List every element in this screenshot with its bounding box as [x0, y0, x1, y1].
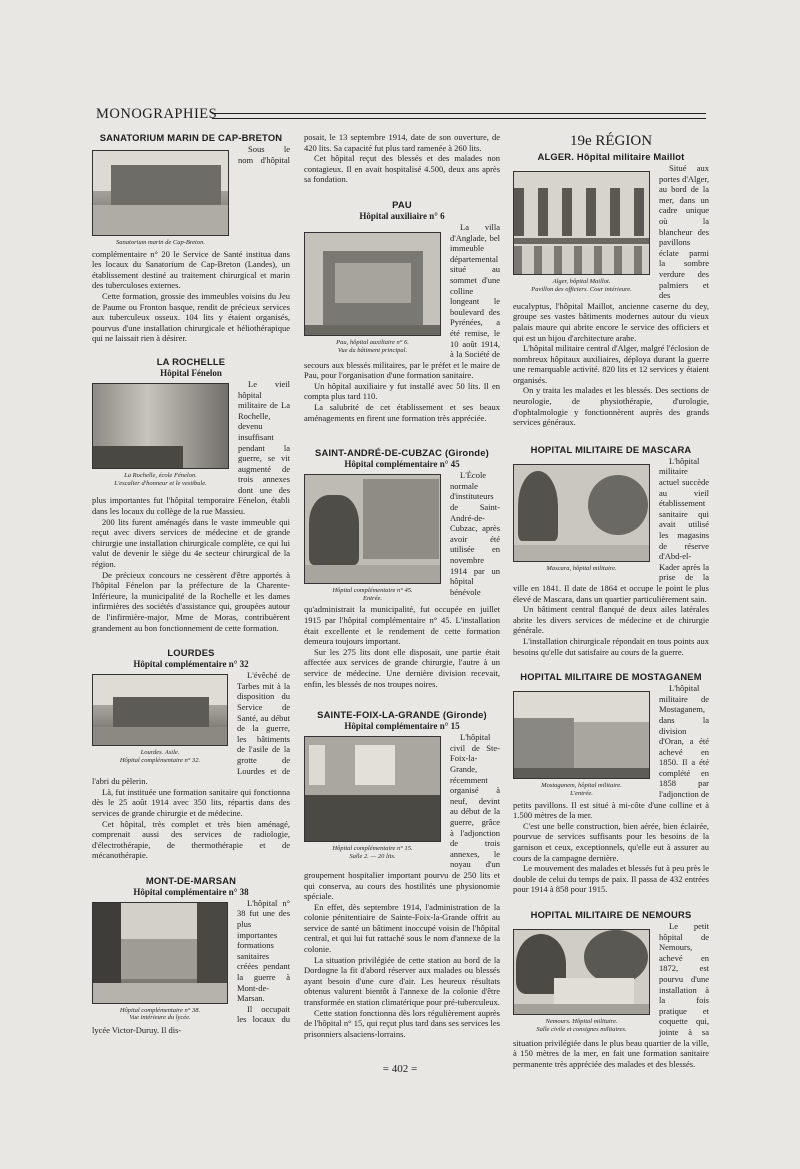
caption-cubzac-1: Hôpital complémentaire n° 45. — [332, 587, 413, 595]
header-rule-thick — [212, 113, 706, 114]
caption-alger-2: Pavillon des officiers. Cour intérieure. — [531, 285, 632, 293]
heading-pau: PAU — [392, 198, 412, 210]
photo-hopital-maillot — [513, 171, 650, 275]
caption-mostaganem-1: Mostaganem, hôpital militaire. — [541, 782, 622, 790]
photo-mascara — [513, 464, 650, 562]
text-alger-2: L'hôpital militaire central d'Alger, malgré l'éclosion de nombreux hôpitaux auxiliaires, déploya durant la guerre une remarquable activité. 820 lits et 12 services y étaient organisés. — [513, 343, 709, 385]
text-mascara-3: L'installation chirurgicale répondait en tous points aux besoins qu'elle dut satisfaire au cours de la guerre. — [513, 635, 709, 657]
text-alger-3: On y traita les malades et les blessés. Des sections de neurologie, de physiothérapie, d'urologie, d'ophtalmologie y fonctionnèrent auprès des grands services généraux. — [513, 385, 709, 428]
subheading-pau: Hôpital auxiliaire n° 6 — [359, 210, 445, 221]
text-montdemarsan-4: Cet hôpital reçut des blessés et des malades non contagieux. Il en avait hospitalisé 4.500, deux ans après sa fondation. — [304, 153, 500, 185]
text-mostaganem-3: Le mouvement des malades et blessés fut à peu près le double de celui du temps de paix. Il passa de 432 entrées pour 1914 à 858 pour 1915. — [513, 863, 709, 895]
caption-cubzac-2: Entrée. — [363, 594, 382, 602]
figure-saintefoy — [304, 736, 441, 860]
photo-lycee — [92, 902, 228, 1004]
running-header: MONOGRAPHIES — [96, 106, 218, 122]
column-middle — [304, 132, 500, 1039]
subheading-saintefoy: Hôpital complémentaire n° 15 — [344, 721, 460, 732]
figure-montdemarsan — [92, 902, 228, 1022]
text-rochelle-1: Le vieil hôpital militaire de La Rochelle, devenu insuffisant pendant la guerre, se vit augmenté de trois annexes dont une des plus importantes fut l'hôpital temporaire Fénelon, établi dans les locaux du collège de la rue Massieu. — [92, 378, 290, 517]
text-lourdes-3: Cet hôpital, très complet et très bien aménagé, comprenait aussi des services de radiologie, d'électrothérapie, de thermothérapie et de mécanothérapie. — [92, 818, 290, 861]
photo-mostaganem — [513, 691, 650, 779]
figure-pau — [304, 232, 441, 354]
text-cubzac-2: Sur les 275 lits dont elle disposait, une partie était affectée aux services de grande chirurgie, l'autre à un service de médecine. Une dernière division recevait, enfin, les blessés de nos troupes noires. — [304, 646, 500, 689]
figure-mascara — [513, 464, 650, 573]
text-pau-1: La villa d'Anglade, bel immeuble départemental situé au sommet d'une colline longeant le boulevard des Pyrénées, a été remise, le 10 août 1914, à la Société de secours aux blessés militaires, par le préfet et le maire de Pau, pour l'organisation d'une formation sanitaire. — [304, 221, 500, 381]
caption-lourdes-1: Lourdes. Asile. — [140, 749, 180, 757]
text-rochelle-3: De précieux concours ne cessèrent d'être apportés à l'hôpital Fénelon par la préfecture de la Charente-Inférieure, la municipalité de la Rochelle et les dames infirmières des sociétés d'assistance qui, groupées autour de l'infirmière-major, Mme de Moras, contribuèrent grandement au bon fonctionnement de cette formation. — [92, 569, 290, 633]
heading-mascara: HOPITAL MILITAIRE DE MASCARA — [530, 443, 692, 455]
text-rochelle-2: 200 lits furent aménagés dans le vaste immeuble qui reçut avec divers services de médecine et de grande chirurgie une installation chirurgicale complète, ce qui lui valut de devenir le siège du 4e secteur chirurgical de la région. — [92, 516, 290, 570]
subheading-montdemarsan: Hôpital complémentaire n° 38 — [133, 886, 249, 897]
photo-sanatorium — [92, 150, 229, 236]
heading-rochelle: LA ROCHELLE — [156, 355, 226, 367]
heading-cubzac: SAINT-ANDRÉ-DE-CUBZAC (Gironde) — [315, 447, 489, 459]
photo-asile-lourdes — [92, 674, 228, 746]
heading-nemours: HOPITAL MILITAIRE DE NEMOURS — [530, 909, 692, 920]
caption-rochelle-1: La Rochelle, école Fénelon. — [124, 471, 197, 479]
column-left — [92, 132, 290, 1036]
text-mascara-1: L'hôpital militaire actuel succède au vieil établissement sanitaire qui avait utilisé les magasins de réserve d'Abd-el-Kader après la prise de la ville en 1841. Il date de 1864 et occupe le point le plus élevé de Mascara, dans un quartier particulièrement sain. — [513, 455, 709, 604]
header-rule-thin — [212, 118, 706, 119]
column-right — [513, 132, 709, 1069]
text-nemours-1: Le petit hôpital de Nemours, achevé en 1872, est pourvu d'une installation à la fois pratique et coquette qui, jointe à sa situation privilégiée dans le plus beau quartier de la ville, à 150 mètres de la mer, en fait une formation sanitaire permanente très appréciée des malades et des blessés. — [513, 921, 709, 1069]
text-pau-3: La salubrité de cet établissement et ses beaux aménagements en firent une formation très appréciée. — [304, 402, 500, 423]
photo-nemours — [513, 929, 650, 1015]
heading-saintefoy: SAINTE-FOIX-LA-GRANDE (Gironde) — [317, 709, 487, 721]
caption-mascara: Mascara, hôpital militaire. — [546, 564, 617, 572]
photo-ecole-normale — [304, 474, 441, 584]
subheading-lourdes: Hôpital complémentaire n° 32 — [133, 659, 249, 670]
caption-nemours-1: Nemours. Hôpital militaire. — [545, 1018, 618, 1025]
caption-capbreton: Sanatorium marin de Cap-Breton. — [116, 239, 205, 246]
text-montdemarsan-3: posait, le 13 septembre 1914, date de son ouverture, de 420 lits. Sa capacité fut plus tard ramenée à 260 lits. — [304, 132, 500, 153]
text-capbreton-2: Cette formation, grossie des immeubles voisins du Jeu de Paume ou Fronton basque, rendit de précieux services aux tuberculeux osseux. 104 lits y étaient organisés, pourvus d'une installation chirurgicale et héliothérapique qui ne laissait rien à désirer. — [92, 290, 290, 344]
text-lourdes-1: L'évêché de Tarbes mit à la disposition du Service de Santé, au début de la guerre, les bâtiments de l'asile de la grotte de Lourdes et de l'abri du pèlerin. — [92, 670, 290, 787]
caption-saintefoy-1: Hôpital complémentaire n° 15. — [332, 845, 413, 853]
caption-rochelle-2: L'escalier d'honneur et le vestibule. — [114, 479, 207, 487]
text-montdemarsan-2: Il occupait les locaux du lycée Victor-Duruy. Il dis- — [92, 1003, 290, 1035]
photo-villa-anglade — [304, 232, 441, 336]
text-alger-1: Situé aux portes d'Alger, au bord de la mer, dans un cadre unique où la blancheur des pavillons éclate parmi la sombre verdure des palmiers et des eucalyptus, l'hôpital Maillot, ancienne caserne du dey, groupe ses vastes bâtiments modernes autour du vieux palais maure qui abrite encore le service des officiers et qui est un bijou d'architecture arabe. — [513, 163, 709, 343]
caption-nemours-2: Salle civile et consignes militaires. — [536, 1025, 627, 1033]
figure-rochelle — [92, 383, 229, 487]
figure-mostaganem — [513, 691, 650, 797]
text-montdemarsan-1: L'hôpital n° 38 fut une des plus importantes formations sanitaires créées pendant la guerre à Mont-de-Marsan. — [237, 897, 290, 1004]
subheading-cubzac: Hôpital complémentaire n° 45 — [344, 459, 460, 470]
page-number: = 402 = — [382, 1063, 418, 1075]
text-lourdes-2: Là, fut instituée une formation sanitaire qui fonctionna dès le 25 août 1914 avec 350 lits, répartis dans des services de grande chirurgie et de médecine. — [92, 786, 290, 818]
text-saintefoy-3: La situation privilégiée de cette station au bord de la Dordogne la fit d'abord réserver aux malades ou blessés ayant besoin d'une cure d'air. Les heureux résultats obtenus valurent bientôt à l'annexe de la colonie d'être transformée en station climatérique pour pré-tuberculeux. — [304, 954, 500, 1008]
subheading-rochelle: Hôpital Fénelon — [160, 367, 222, 378]
caption-pau-1: Pau, hôpital auxiliaire n° 6. — [336, 338, 409, 346]
caption-montdemarsan-1: Hôpital complémentaire n° 38. — [119, 1006, 201, 1014]
text-saintefoy-2: En effet, dès septembre 1914, l'administration de la colonie pénitentiaire de Sainte-Foix-la-Grande offrit au service de santé un bâtiment inoccupé voisin de l'hôpital central, et qui lui fut rattaché sous le nom d'annexe de la colonie. — [304, 901, 500, 955]
caption-mostaganem-2: L'entrée. — [570, 789, 593, 797]
figure-cubzac — [304, 474, 441, 602]
caption-montdemarsan-2: Vue intérieure du lycée. — [129, 1014, 191, 1022]
photo-ecole-fenelon — [92, 383, 229, 469]
text-pau-2: Un hôpital auxiliaire y fut installé avec 50 lits. Il en compta plus tard 110. — [304, 380, 500, 402]
heading-alger: ALGER. Hôpital militaire Maillot — [537, 151, 685, 162]
heading-mostaganem: HOPITAL MILITAIRE DE MOSTAGANEM — [520, 671, 702, 683]
caption-saintefoy-2: Salle 2. — 20 lits. — [349, 852, 396, 860]
caption-lourdes-2: Hôpital complémentaire n° 32. — [119, 756, 201, 764]
figure-capbreton — [92, 150, 229, 247]
caption-pau-2: Vue du bâtiment principal. — [337, 346, 408, 354]
text-capbreton-1: Sous le nom d'hôpital complémentaire n° 20 le Service de Santé institua dans les locaux du Sanatorium de Cap-Breton (Landes), un établissement destiné au traitement chirurgical et marin des tuberculoses externes. — [92, 144, 290, 291]
caption-alger-1: Alger, hôpital Maillot. — [552, 278, 611, 285]
photo-salle-2 — [304, 736, 441, 842]
text-mascara-2: Un bâtiment central flanqué de deux ailes latérales abrite les divers services de médecine et de chirurgie générale. — [513, 604, 709, 636]
figure-alger — [513, 171, 650, 293]
text-mostaganem-1: L'hôpital militaire de Mostaganem, dans la division d'Oran, a été achevé en 1850. Il a été complété en 1858 par l'adjonction de petits pavillons. Il est situé à mi-côte d'une colline et à 1.500 mètres de la mer. — [513, 683, 709, 821]
figure-nemours — [513, 929, 650, 1033]
heading-lourdes: LOURDES — [167, 647, 215, 659]
text-saintefoy-4: Cette station fonctionna dès lors régulièrement auprès de l'hôpital n° 15, qui reçut plus tard dans ses services les prisonniers alsaciens-lorrains. — [304, 1007, 500, 1039]
text-mostaganem-2: C'est une belle construction, bien aérée, bien éclairée, pourvue de services suffisants pour les besoins de la garnison et ceux, exceptionnels, qu'elle eut à assurer au cours de la campagne dernière. — [513, 820, 709, 863]
text-cubzac-1: L'École normale d'instituteurs de Saint-André-de-Cubzac, après avoir été utilisée en novembre 1914 par un hôpital bénévole qu'administrait la municipalité, fut occupée en juillet 1915 par l'hôpital complémentaire n° 45. L'installation était excellente et le rendement de cette formation demeura toujours important. — [304, 470, 500, 647]
text-saintefoy-1: L'hôpital civil de Ste-Foix-la-Grande, récemment organisé à neuf, devint au début de la guerre, grâce à l'adjonction de trois annexes, le noyau d'un groupement hospitalier important pourvu de 250 lits et qui conserva, au cours des hostilités une physionomie spéciale. — [304, 732, 500, 902]
figure-lourdes — [92, 674, 228, 764]
heading-capbreton: SANATORIUM MARIN DE CAP-BRETON — [99, 132, 283, 143]
heading-montdemarsan: MONT-DE-MARSAN — [145, 874, 237, 886]
region-heading: 19e RÉGION — [569, 133, 653, 149]
